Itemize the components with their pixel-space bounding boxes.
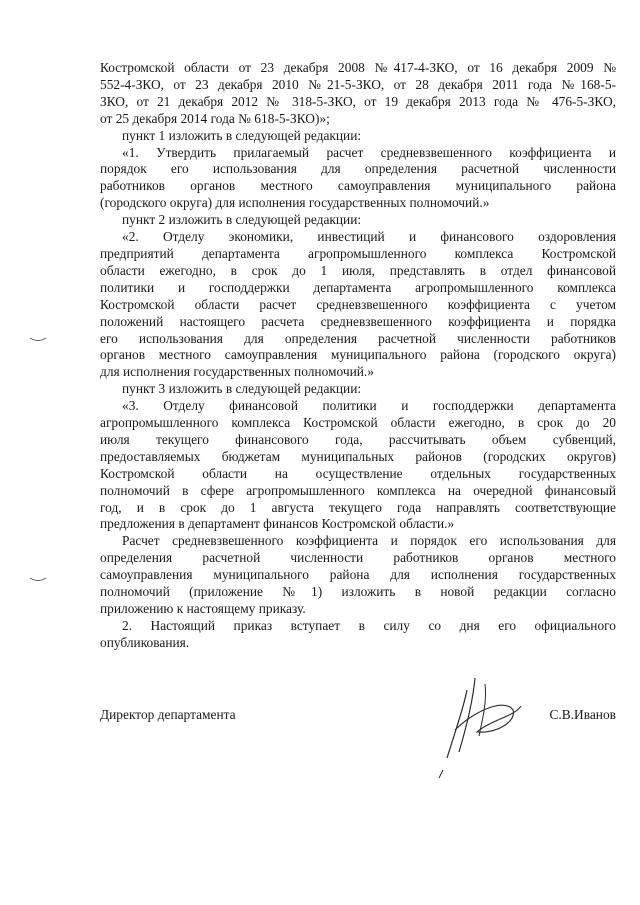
text-line: год, и в срок до 1 августа текущего года направлять соответствующие [100,499,616,515]
text-line: Расчет средневзвешенного коэффициента и порядок его использования для [122,533,616,549]
document-body [100,60,616,652]
text-line: положений настоящего расчета средневзвешенного коэффициента и порядка [100,313,616,329]
text-line: Костромской области от 23 декабря 2008 №417-4-ЗКО, от 16 декабря 2009 № [100,60,616,75]
text-line: агропромышленного комплекса Костромской области ежегодно, в срок до 20 [100,415,616,431]
text-line: «3. Отделу финансовой политики и господдержки департамента [122,398,616,414]
text-line: от 25 декабря 2014 года № 618-5-ЗКО)»; [100,110,330,126]
text-line: приложению к настоящему приказу. [100,601,306,616]
text-line: «2. Отделу экономики, инвестиций и финансового оздоровления [122,229,616,245]
text-line: определения расчетной численности работников органов местного [100,550,616,566]
margin-mark [28,336,48,344]
text-line: для исполнения государственных полномочий.» [100,364,374,380]
text-line: пункт 1 изложить в следующей редакции: [122,127,362,143]
handwritten-signature [425,670,535,780]
text-line: предоставляемых бюджетам муниципальных районов (городских округов) [100,448,616,464]
text-line: пункт 3 изложить в следующей редакции: [122,381,362,397]
text-line: органов местного самоуправления муниципального района (городского округа) [100,347,616,363]
text-line: полномочий (приложение №1) изложить в новой редакции согласно [100,584,616,600]
text-line: (городского округа) для исполнения государственных полномочий.» [100,195,490,211]
text-line: его использования для определения расчетной численности работников [100,330,616,346]
text-line: Костромской области на осуществление отдельных государственных [100,465,616,481]
text-line: «1. Утвердить прилагаемый расчет средневзвешенного коэффициента и [122,144,616,160]
text-line: области ежегодно, в срок до 1 июля, представлять в отдел финансовой [100,262,616,278]
text-line: ЗКО, от 21 декабря 2012 № 318-5-ЗКО, от 19 декабря 2013 года № 476-5-ЗКО, [100,93,616,109]
text-line: политики и господдержки департамента агропромышленного комплекса [100,279,616,295]
text-line: порядок его использования для определения расчетной численности [100,161,616,177]
text-line: пункт 2 изложить в следующей редакции: [122,212,362,228]
text-line: 552-4-ЗКО, от 23 декабря 2010 №21-5-ЗКО, от 28 декабря 2011 года №168-5- [100,76,616,92]
margin-mark [28,576,48,584]
signatory-name: С.В.Иванов [549,707,616,722]
text-line: предложения в департамент финансов Костромской области.» [100,516,455,532]
text-line: 2. Настоящий приказ вступает в силу со дня его официального [122,617,616,633]
text-line: июля текущего финансового года, рассчитывать объем субвенций, [100,431,616,447]
text-line: опубликования. [100,634,190,650]
text-line: полномочий в сфере агропромышленного комплекса на очередной финансовый [100,482,616,498]
text-line: самоуправления муниципального района для исполнения государственных [100,567,616,583]
text-line: предприятий департамента агропромышленного комплекса Костромской [100,245,616,261]
text-line: работников органов местного самоуправления муниципального района [100,178,616,194]
text-line: Костромской области расчет средневзвешенного коэффициента с учетом [100,296,616,312]
signatory-title: Директор департамента [100,707,236,722]
